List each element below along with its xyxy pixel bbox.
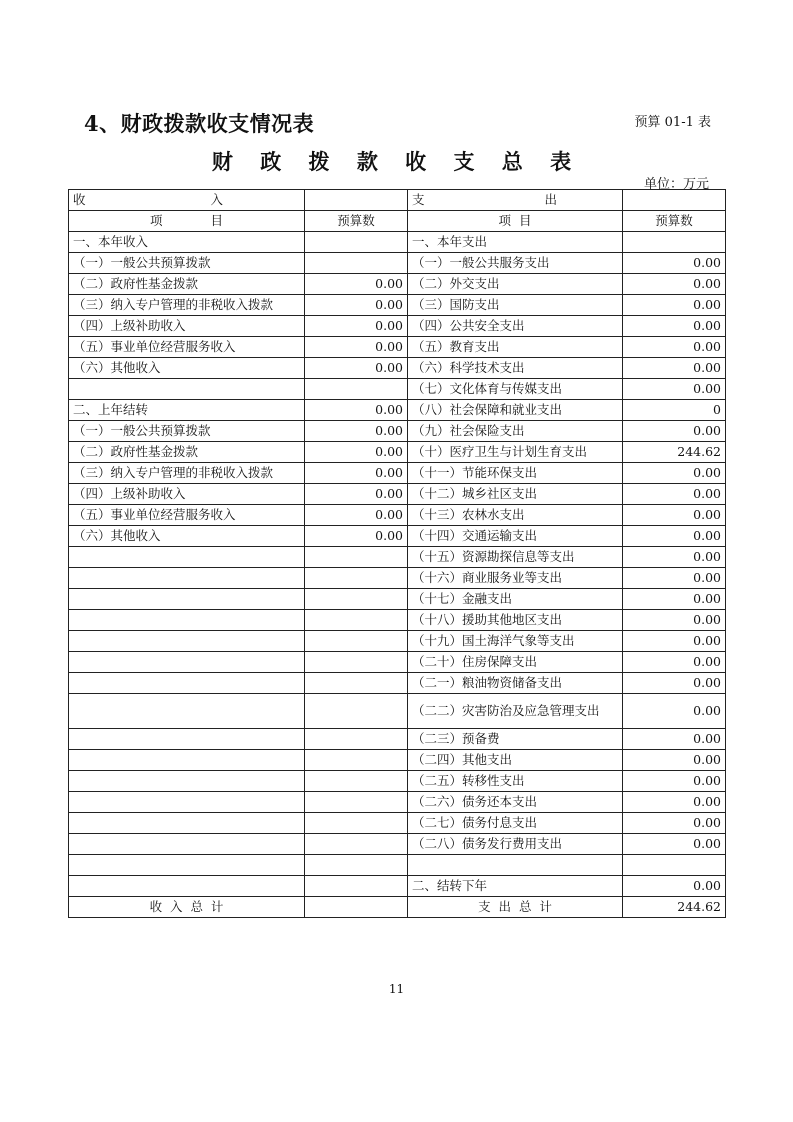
expense-value — [623, 232, 726, 253]
expense-value: 0.00 — [623, 568, 726, 589]
expense-value: 0.00 — [623, 729, 726, 750]
income-item: （一）一般公共预算拨款 — [69, 253, 305, 274]
expense-value: 0.00 — [623, 274, 726, 295]
income-item — [69, 694, 305, 729]
income-item — [69, 771, 305, 792]
income-item — [69, 610, 305, 631]
expense-value: 0.00 — [623, 337, 726, 358]
expense-item: （二）外交支出 — [408, 274, 623, 295]
totals-row — [69, 897, 726, 918]
table-row — [69, 694, 726, 729]
expense-item: （三）国防支出 — [408, 295, 623, 316]
income-item — [69, 855, 305, 876]
table-row — [69, 358, 726, 379]
expense-header-a: 支 — [412, 192, 425, 207]
income-item: （二）政府性基金拨款 — [69, 442, 305, 463]
expense-value: 0.00 — [623, 813, 726, 834]
expense-item: （十一）节能环保支出 — [408, 463, 623, 484]
expense-item: （二四）其他支出 — [408, 750, 623, 771]
expense-value: 0.00 — [623, 876, 726, 897]
income-value — [305, 673, 408, 694]
expense-value: 0.00 — [623, 694, 726, 729]
income-item — [69, 813, 305, 834]
income-item — [69, 589, 305, 610]
expense-item: （十八）援助其他地区支出 — [408, 610, 623, 631]
expense-item: （二三）预备费 — [408, 729, 623, 750]
table-row — [69, 631, 726, 652]
income-value — [305, 750, 408, 771]
expense-value: 0.00 — [623, 316, 726, 337]
expense-value: 0 — [623, 400, 726, 421]
table-row — [69, 484, 726, 505]
expense-value: 0.00 — [623, 750, 726, 771]
income-value — [305, 855, 408, 876]
income-item-header-b: 目 — [210, 213, 223, 228]
section-title: 4、财政拨款收支情况表 — [84, 111, 315, 136]
income-value — [305, 568, 408, 589]
income-value — [305, 589, 408, 610]
income-value — [305, 792, 408, 813]
expense-item: （十二）城乡社区支出 — [408, 484, 623, 505]
income-value: 0.00 — [305, 505, 408, 526]
table-row — [69, 421, 726, 442]
income-header — [69, 190, 305, 211]
income-item: （四）上级补助收入 — [69, 316, 305, 337]
header-row-columns — [69, 211, 726, 232]
expense-value: 0.00 — [623, 253, 726, 274]
income-item: （五）事业单位经营服务收入 — [69, 337, 305, 358]
income-item-header-a: 项 — [150, 213, 163, 228]
income-value — [305, 729, 408, 750]
income-value: 0.00 — [305, 442, 408, 463]
table-row — [69, 876, 726, 897]
table-row — [69, 834, 726, 855]
expense-value: 0.00 — [623, 421, 726, 442]
income-item: （二）政府性基金拨款 — [69, 274, 305, 295]
expense-item: 二、结转下年 — [408, 876, 623, 897]
expense-item: （二六）债务还本支出 — [408, 792, 623, 813]
income-item — [69, 834, 305, 855]
income-value — [305, 694, 408, 729]
income-item: （四）上级补助收入 — [69, 484, 305, 505]
expense-value: 0.00 — [623, 610, 726, 631]
expense-item: （十三）农林水支出 — [408, 505, 623, 526]
income-value: 0.00 — [305, 316, 408, 337]
expense-value: 0.00 — [623, 771, 726, 792]
expense-value: 0.00 — [623, 589, 726, 610]
income-header-a: 收 — [73, 192, 86, 207]
table-row — [69, 750, 726, 771]
table-row — [69, 316, 726, 337]
expense-value: 0.00 — [623, 652, 726, 673]
expense-value: 244.62 — [623, 442, 726, 463]
header-row-group — [69, 190, 726, 211]
income-item-header — [69, 211, 305, 232]
table-row — [69, 673, 726, 694]
income-item: （三）纳入专户管理的非税收入拨款 — [69, 463, 305, 484]
table-row — [69, 253, 726, 274]
table-code: 预算 01-1 表 — [634, 115, 711, 130]
table-row — [69, 729, 726, 750]
expense-value: 0.00 — [623, 792, 726, 813]
expense-value — [623, 855, 726, 876]
income-value — [305, 652, 408, 673]
table-row — [69, 274, 726, 295]
expense-item: （八）社会保障和就业支出 — [408, 400, 623, 421]
expense-item: （二五）转移性支出 — [408, 771, 623, 792]
income-item — [69, 729, 305, 750]
income-item: 一、本年收入 — [69, 232, 305, 253]
expense-value: 0.00 — [623, 463, 726, 484]
expense-value: 0.00 — [623, 673, 726, 694]
income-item: （一）一般公共预算拨款 — [69, 421, 305, 442]
expense-item: （十七）金融支出 — [408, 589, 623, 610]
table-row — [69, 232, 726, 253]
expense-item: （二十）住房保障支出 — [408, 652, 623, 673]
expense-total-label: 支 出 总 计 — [408, 897, 623, 918]
income-item — [69, 792, 305, 813]
expense-item: 一、本年支出 — [408, 232, 623, 253]
income-budget-header: 预算数 — [305, 211, 408, 232]
income-value — [305, 610, 408, 631]
income-total-value — [305, 897, 408, 918]
income-item — [69, 876, 305, 897]
expense-budget-header: 预算数 — [623, 211, 726, 232]
income-item — [69, 547, 305, 568]
income-item — [69, 379, 305, 400]
expense-item-header: 项 目 — [408, 211, 623, 232]
table-row — [69, 610, 726, 631]
expense-item: （二一）粮油物资储备支出 — [408, 673, 623, 694]
expense-item: （十）医疗卫生与计划生育支出 — [408, 442, 623, 463]
income-item — [69, 750, 305, 771]
income-item — [69, 652, 305, 673]
page-number: 11 — [388, 982, 405, 996]
expense-item: （一）一般公共服务支出 — [408, 253, 623, 274]
expense-value: 0.00 — [623, 631, 726, 652]
income-item — [69, 568, 305, 589]
table-row — [69, 463, 726, 484]
table-row — [69, 855, 726, 876]
table-row — [69, 505, 726, 526]
table-row — [69, 442, 726, 463]
income-value: 0.00 — [305, 526, 408, 547]
table-row — [69, 589, 726, 610]
income-item: （五）事业单位经营服务收入 — [69, 505, 305, 526]
expense-item: （五）教育支出 — [408, 337, 623, 358]
income-total-label: 收 入 总 计 — [69, 897, 305, 918]
income-value — [305, 379, 408, 400]
table-row — [69, 652, 726, 673]
expense-value: 0.00 — [623, 358, 726, 379]
table-row — [69, 568, 726, 589]
income-value — [305, 253, 408, 274]
table-row — [69, 400, 726, 421]
expense-total-value: 244.62 — [623, 897, 726, 918]
expense-item: （十四）交通运输支出 — [408, 526, 623, 547]
expense-header-blank — [623, 190, 726, 211]
income-value — [305, 813, 408, 834]
expense-item: （二七）债务付息支出 — [408, 813, 623, 834]
income-item: （三）纳入专户管理的非税收入拨款 — [69, 295, 305, 316]
table-row — [69, 813, 726, 834]
table-row — [69, 379, 726, 400]
income-value: 0.00 — [305, 400, 408, 421]
expense-item: （十五）资源勘探信息等支出 — [408, 547, 623, 568]
expense-item: （二八）债务发行费用支出 — [408, 834, 623, 855]
income-item — [69, 673, 305, 694]
income-item: （六）其他收入 — [69, 526, 305, 547]
income-value: 0.00 — [305, 463, 408, 484]
income-value: 0.00 — [305, 358, 408, 379]
expense-value: 0.00 — [623, 505, 726, 526]
table-row — [69, 526, 726, 547]
income-value — [305, 876, 408, 897]
income-value: 0.00 — [305, 421, 408, 442]
expense-item: （十九）国土海洋气象等支出 — [408, 631, 623, 652]
expense-value: 0.00 — [623, 526, 726, 547]
expense-header-b: 出 — [544, 192, 557, 207]
expense-item: （二二）灾害防治及应急管理支出 — [408, 694, 623, 729]
income-value: 0.00 — [305, 337, 408, 358]
unit-label: 单位：万元 — [643, 177, 709, 192]
expense-value: 0.00 — [623, 379, 726, 400]
income-value — [305, 547, 408, 568]
table-row — [69, 547, 726, 568]
income-value — [305, 232, 408, 253]
budget-table — [68, 189, 726, 918]
table-row — [69, 771, 726, 792]
income-value: 0.00 — [305, 295, 408, 316]
expense-item: （四）公共安全支出 — [408, 316, 623, 337]
expense-value: 0.00 — [623, 484, 726, 505]
main-title: 财 政 拨 款 收 支 总 表 — [211, 149, 582, 174]
income-value — [305, 834, 408, 855]
expense-header — [408, 190, 623, 211]
income-value: 0.00 — [305, 484, 408, 505]
income-item: （六）其他收入 — [69, 358, 305, 379]
expense-value: 0.00 — [623, 834, 726, 855]
expense-item — [408, 855, 623, 876]
expense-item: （七）文化体育与传媒支出 — [408, 379, 623, 400]
expense-value: 0.00 — [623, 295, 726, 316]
income-item: 二、上年结转 — [69, 400, 305, 421]
income-value — [305, 771, 408, 792]
table-row — [69, 792, 726, 813]
expense-item: （六）科学技术支出 — [408, 358, 623, 379]
income-item — [69, 631, 305, 652]
expense-item: （九）社会保险支出 — [408, 421, 623, 442]
income-value — [305, 631, 408, 652]
income-header-b: 入 — [210, 192, 223, 207]
expense-item: （十六）商业服务业等支出 — [408, 568, 623, 589]
table-row — [69, 337, 726, 358]
expense-value: 0.00 — [623, 547, 726, 568]
income-header-blank — [305, 190, 408, 211]
table-row — [69, 295, 726, 316]
income-value: 0.00 — [305, 274, 408, 295]
